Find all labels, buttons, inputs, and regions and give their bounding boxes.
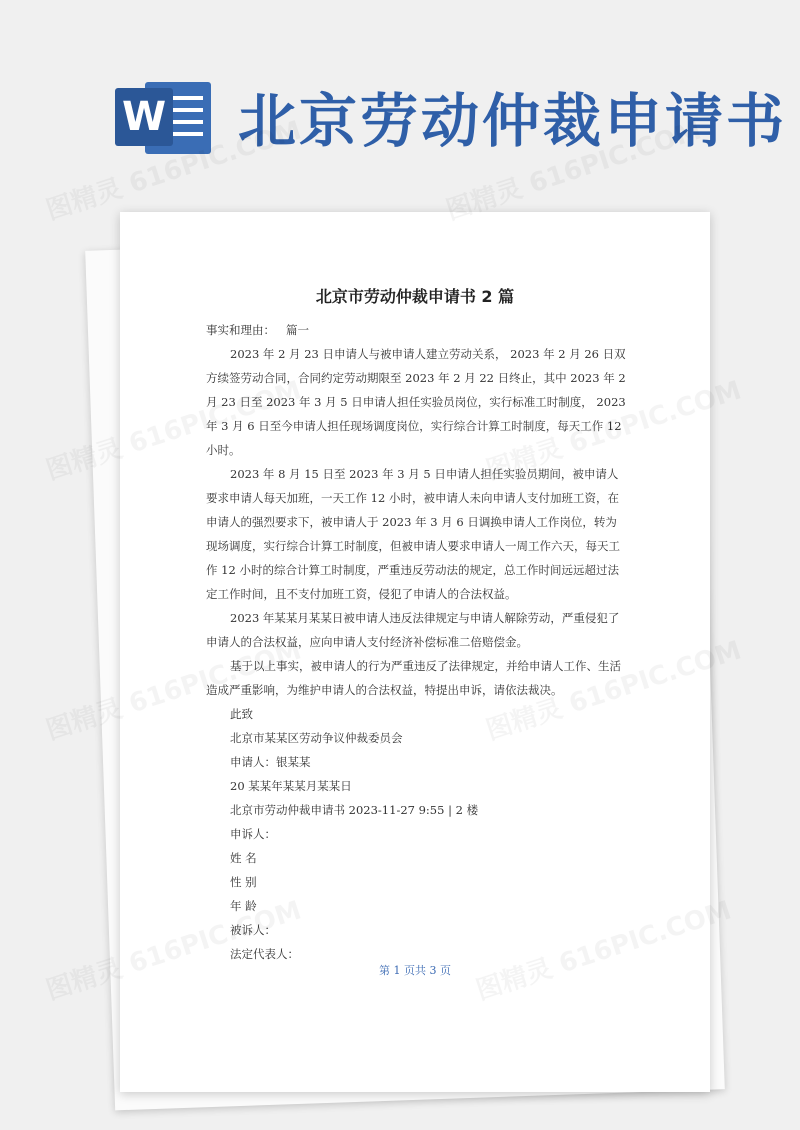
- document-page: [120, 212, 710, 1092]
- field-legal-representative: 法定代表人：: [230, 947, 299, 961]
- intro-part: 篇一: [285, 323, 309, 337]
- page-footer: 第 1 页共 3 页: [379, 964, 451, 977]
- intro-label: 事实和理由：: [206, 323, 275, 337]
- field-respondent: 被诉人：: [230, 923, 276, 937]
- word-document-icon: [115, 78, 213, 156]
- text-line-icon: [171, 108, 203, 112]
- banner-title: 北京劳动仲裁申请书: [238, 87, 788, 155]
- text-line-icon: [171, 96, 203, 100]
- body-paragraph: 2023 年 8 月 15 日至 2023 年 3 月 5 日申请人担任实验员期间，被申请人要求申请人每天加班，一天工作 12 小时，被申请人未向申请人支付加班工资，在申请人的强烈要求下，被申请人于 2023 年 3 月 6 日调换申请人工作岗位，转为现场调度，实行综合计算工时制度，但被申请人要求申请人一周工作六天，每天工作 12 小时的综合计算工时制度，严重违反劳动法的规定，总工作时间远远超过法定工作时间，且不支付加班工资，侵犯了申请人的合法权益。: [206, 467, 620, 601]
- applicant-name: 申请人：银某某: [230, 755, 311, 769]
- text-line-icon: [171, 120, 203, 124]
- field-name: 姓 名: [230, 851, 257, 865]
- text-line-icon: [171, 132, 203, 136]
- closing-salutation: 此致: [230, 707, 253, 721]
- recipient-committee: 北京市某某区劳动争议仲裁委员会: [230, 731, 403, 745]
- field-age: 年 龄: [230, 899, 257, 913]
- word-badge-icon: W: [115, 88, 173, 146]
- second-doc-header: 北京市劳动仲裁申请书 2023-11-27 9:55 | 2 楼: [230, 803, 479, 817]
- header-banner: [0, 0, 800, 200]
- body-paragraph: 2023 年 2 月 23 日申请人与被申请人建立劳动关系， 2023 年 2 月 26 日双方续签劳动合同，合同约定劳动期限至 2023 年 2 月 22 日终止，其中 2023 年 2 月 23 日至 2023 年 3 月 5 日申请人担任实验员岗位，实行标准工时制度， 2023 年 3 月 6 日至今申请人担任现场调度岗位，实行综合计算工时制度，每天工作 12 小时。: [206, 347, 626, 457]
- document-title: 北京市劳动仲裁申请书 2 篇: [315, 287, 515, 306]
- body-paragraph: 2023 年某某月某某日被申请人违反法律规定与申请人解除劳动，严重侵犯了申请人的合法权益，应向申请人支付经济补偿标准二倍赔偿金。: [206, 611, 620, 649]
- document-body: [206, 318, 626, 966]
- field-gender: 性 别: [230, 875, 257, 889]
- body-paragraph: 基于以上事实，被申请人的行为严重违反了法律规定，并给申请人工作、生活造成严重影响，为维护申请人的合法权益，特提出申诉，请依法裁决。: [206, 659, 621, 697]
- field-complainant: 申诉人：: [230, 827, 276, 841]
- intro-line: [206, 318, 626, 342]
- application-date: 20 某某年某某月某某日: [230, 779, 352, 793]
